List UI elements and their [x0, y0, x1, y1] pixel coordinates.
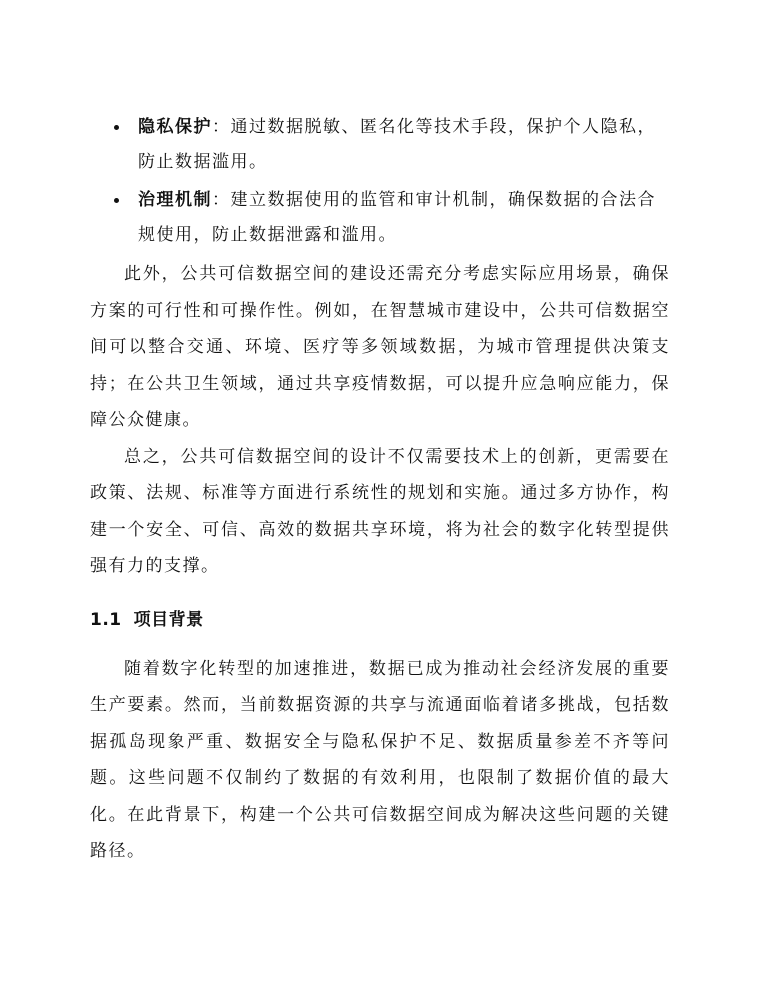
bullet-dot-icon — [114, 125, 119, 130]
bullet-dot-icon — [114, 198, 119, 203]
bullet-colon: ： — [212, 190, 231, 210]
bullet-text: 通过数据脱敏、匿名化等技术手段，保护个人隐私，防止数据滥用。 — [138, 117, 656, 172]
section-title: 项目背景 — [133, 609, 204, 630]
bullet-colon: ： — [212, 117, 231, 137]
body-paragraph: 此外，公共可信数据空间的建设还需充分考虑实际应用场景，确保方案的可行性和可操作性。例如，在智慧城市建设中，公共可信数据空间可以整合交通、环境、医疗等多领域数据，为城市管理提供决策支持；在公共卫生领域，通过共享疫情数据，可以提升应急响应能力，保障公众健康。 — [90, 264, 670, 430]
bullet-term: 隐私保护 — [138, 117, 212, 137]
bullet-item-governance — [90, 183, 670, 253]
bullet-term: 治理机制 — [138, 190, 212, 210]
document-page — [90, 110, 670, 870]
body-paragraph: 总之，公共可信数据空间的设计不仅需要技术上的创新，更需要在政策、法规、标准等方面进行系统性的规划和实施。通过多方协作，构建一个安全、可信、高效的数据共享环境，将为社会的数字化转型提供强有力的支撑。 — [90, 446, 670, 576]
bullet-item-privacy — [90, 110, 670, 180]
bullet-list — [90, 110, 670, 253]
section-number: 1.1 — [90, 609, 122, 630]
bullet-text: 建立数据使用的监管和审计机制，确保数据的合法合规使用，防止数据泄露和滥用。 — [138, 190, 656, 245]
section-paragraph: 随着数字化转型的加速推进，数据已成为推动社会经济发展的重要生产要素。然而，当前数据资源的共享与流通面临着诸多挑战，包括数据孤岛现象严重、数据安全与隐私保护不足、数据质量参差不齐等问题。这些问题不仅制约了数据的有效利用，也限制了数据价值的最大化。在此背景下，构建一个公共可信数据空间成为解决这些问题的关键路径。 — [90, 658, 670, 861]
section-heading — [90, 602, 670, 638]
